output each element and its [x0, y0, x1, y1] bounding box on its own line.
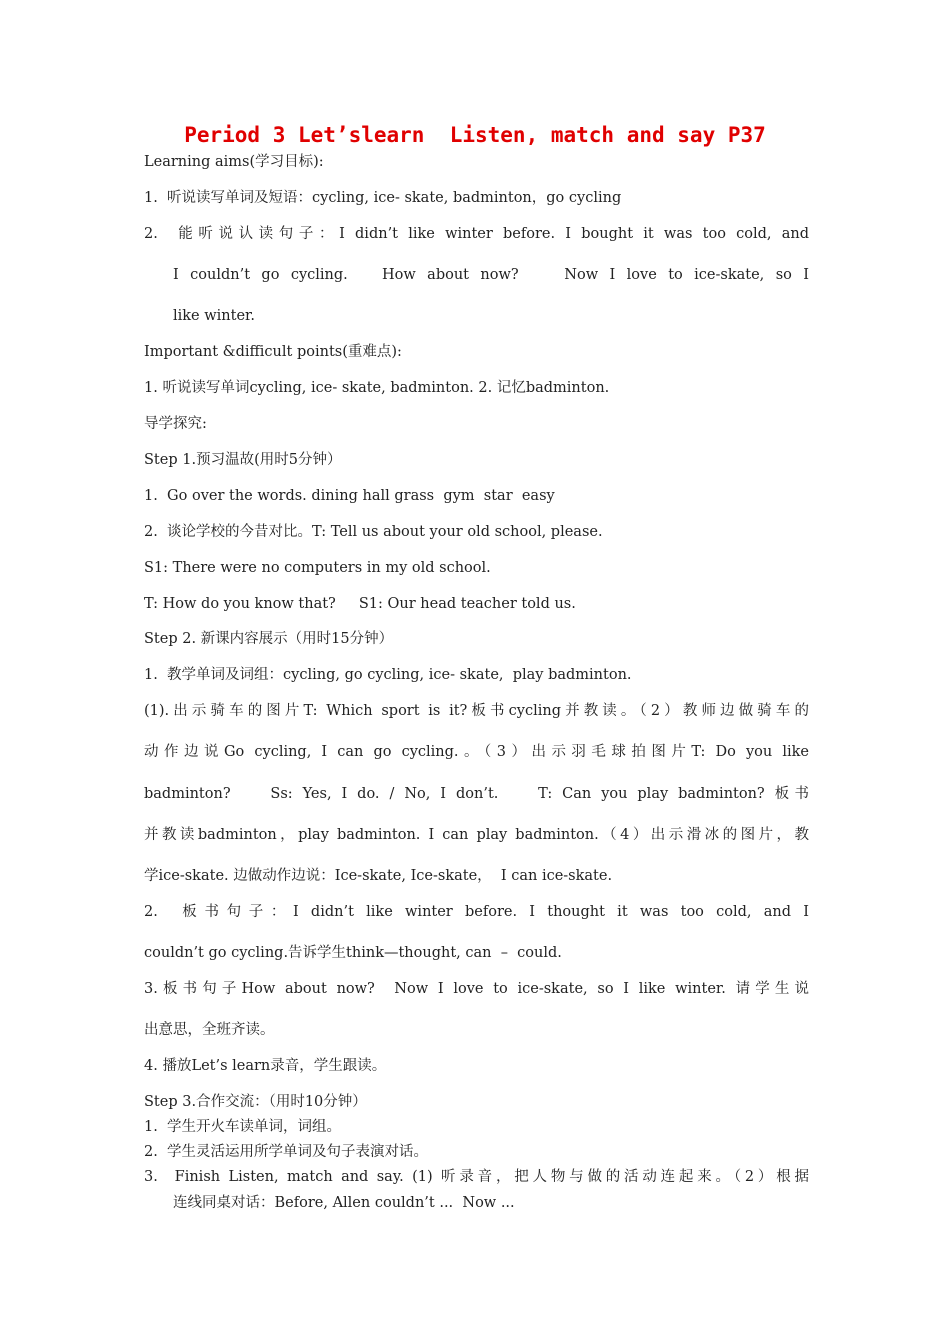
key-points-text: 1. 听说读写单词cycling, ice- skate, badminton. 2. 记忆badminton.: [144, 380, 610, 396]
step-2-heading: Step 2. 新课内容展示（用时15分钟）: [144, 631, 394, 647]
step-2-para-line-2: 动作边说Go cycling, I can go cycling.。（3）出示羽毛球拍图片T: Do you like: [144, 744, 809, 760]
step-2-item-1: 1. 教学单词及词组：cycling, go cycling, ice- skate, play badminton.: [144, 667, 632, 683]
step-2-item-2-line-2: couldn’t go cycling.告诉学生think—thought, can – could.: [144, 945, 562, 961]
dialogue-line-1: S1: There were no computers in my old school.: [144, 560, 491, 576]
step-2-para-line-4: 并教读badminton，play badminton. I can play badminton.（4）出示滑冰的图片，教: [144, 827, 809, 843]
aim-1: 1. 听说读写单词及短语：cycling, ice- skate, badminton，go cycling: [144, 190, 622, 206]
key-points-heading: Important &difficult points(重难点):: [144, 344, 402, 360]
step-2-para-line-5: 学ice-skate. 边做动作边说：Ice-skate, Ice-skate， I can ice-skate.: [144, 868, 613, 884]
step-2-para-line-1: (1).出示骑车的图片T: Which sport is it?板书cycling并教读。（2）教师边做骑车的: [144, 703, 809, 719]
learning-aims-heading: Learning aims(学习目标):: [144, 154, 324, 170]
step-3-item-3-line-1: 3. Finish Listen, match and say. (1) 听录音，把人物与做的活动连起来。（2）根据: [144, 1169, 809, 1185]
guided-study-heading: 导学探究:: [144, 416, 207, 432]
step-3-item-1: 1. 学生开火车读单词，词组。: [144, 1119, 342, 1135]
aim-2-line-1: 2. 能听说认读句子：I didn’t like winter before. I bought it was too cold, and: [144, 226, 809, 242]
step-1-item-2: 2. 谈论学校的今昔对比。T: Tell us about your old school, please.: [144, 524, 603, 540]
step-3-item-3-line-2: 连线同桌对话：Before, Allen couldn’t ... Now ...: [173, 1195, 515, 1211]
step-1-heading: Step 1.预习温故(用时5分钟）: [144, 452, 342, 468]
step-2-item-3-line-1: 3.板书句子How about now? Now I love to ice-skate, so I like winter. 请学生说: [144, 981, 809, 997]
step-2-item-2-line-1: 2. 板书句子：I didn’t like winter before. I thought it was too cold, and I: [144, 904, 809, 920]
step-3-item-2: 2. 学生灵活运用所学单词及句子表演对话。: [144, 1144, 429, 1160]
dialogue-line-2: T: How do you know that? S1: Our head teacher told us.: [144, 596, 576, 612]
aim-2-line-3: like winter.: [173, 308, 255, 324]
step-2-item-4: 4. 播放Let’s learn录音，学生跟读。: [144, 1058, 387, 1074]
step-1-item-1: 1. Go over the words. dining hall grass gym star easy: [144, 488, 555, 504]
step-2-item-3-line-2: 出意思，全班齐读。: [144, 1022, 275, 1038]
step-2-para-line-3: badminton? Ss: Yes, I do. / No, I don’t. T: Can you play badminton? 板书: [144, 786, 809, 802]
aim-2-line-2: I couldn’t go cycling. How about now? Now I love to ice-skate, so I: [173, 267, 809, 283]
page-title: Period 3 Let’slearn Listen, match and say P37: [184, 123, 766, 147]
step-3-heading: Step 3.合作交流：（用时10分钟）: [144, 1094, 367, 1110]
